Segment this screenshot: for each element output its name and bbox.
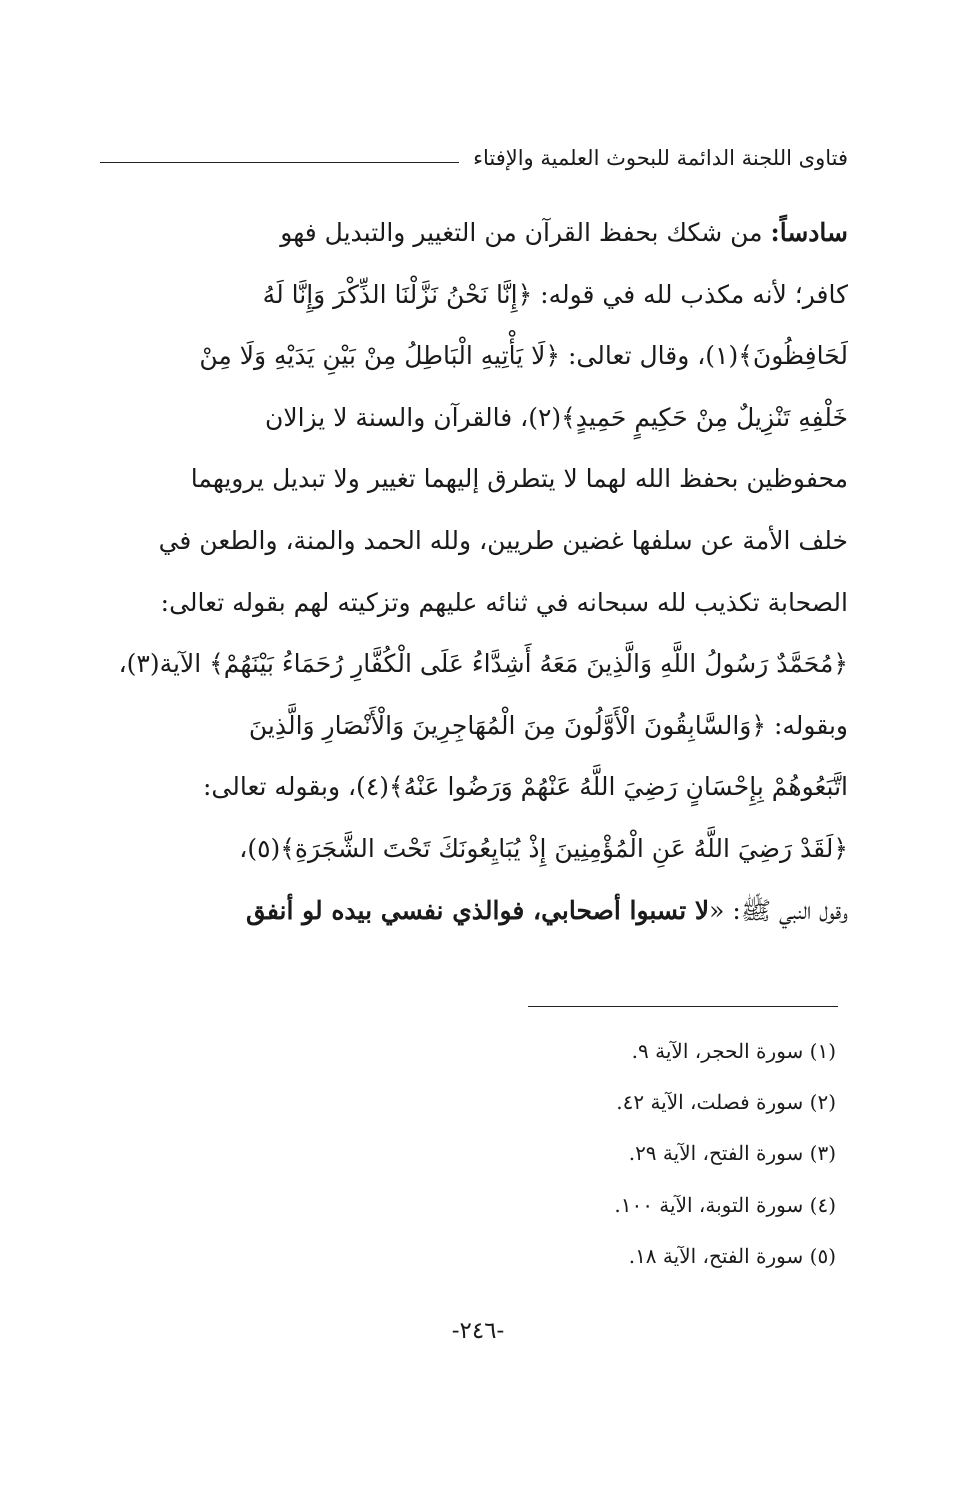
line-text: لَحَافِظُونَ﴾(١)، وقال تعالى: ﴿لَا يَأْتِيهِ الْبَاطِلُ مِنْ بَيْنِ يَدَيْهِ وَلَا مِنْ bbox=[199, 341, 848, 371]
line-text: اتَّبَعُوهُمْ بِإِحْسَانٍ رَضِيَ اللَّهُ عَنْهُمْ وَرَضُوا عَنْهُ﴾(٤)، وبقوله تعالى: bbox=[202, 772, 848, 802]
running-header bbox=[100, 138, 848, 178]
text-line-3 bbox=[104, 325, 848, 387]
footnote-5: (٥) سورة الفتح، الآية ١٨. bbox=[628, 1243, 836, 1268]
line-text: وبقوله: ﴿وَالسَّابِقُونَ الْأَوَّلُونَ مِنَ الْمُهَاجِرِينَ وَالْأَنْصَارِ وَالَّذِينَ bbox=[248, 710, 848, 740]
text-line-10 bbox=[104, 756, 848, 818]
footnote-4: (٤) سورة التوبة، الآية ١٠٠. bbox=[614, 1192, 836, 1217]
footnote-2: (٢) سورة فصلت، الآية ٤٢. bbox=[616, 1090, 836, 1115]
hadith-intro: وقول النبي ﷺ: « bbox=[709, 895, 848, 925]
footnote-rule bbox=[528, 1006, 838, 1007]
text-line-9 bbox=[104, 695, 848, 757]
main-text bbox=[104, 202, 848, 941]
line-text: محفوظين بحفظ الله لهما لا يتطرق إليهما تغيير ولا تبديل يرويهما bbox=[190, 464, 848, 494]
running-title: فتاوى اللجنة الدائمة للبحوث العلمية والإفتاء bbox=[473, 146, 848, 170]
line-text: خلف الأمة عن سلفها غضين طريين، ولله الحمد والمنة، والطعن في bbox=[158, 525, 848, 555]
text-line-2 bbox=[104, 264, 848, 326]
hadith-text: لا تسبوا أصحابي، فوالذي نفسي بيده لو أنفق bbox=[245, 895, 710, 925]
line-text: ﴿مُحَمَّدٌ رَسُولُ اللَّهِ وَالَّذِينَ مَعَهُ أَشِدَّاءُ عَلَى الْكُفَّارِ رُحَمَاءُ بَيْنَهُمْ﴾ الآية(٣)، bbox=[118, 649, 848, 679]
text-line-12 bbox=[104, 880, 848, 942]
page-number: -٢٤٦- bbox=[451, 1318, 505, 1344]
line-text: من شكك بحفظ القرآن من التغيير والتبديل فهو bbox=[280, 218, 771, 247]
text-line-1 bbox=[104, 202, 848, 264]
text-line-6 bbox=[104, 510, 848, 572]
footnotes bbox=[500, 1026, 836, 1282]
text-line-5 bbox=[104, 448, 848, 510]
line-text: خَلْفِهِ تَنْزِيلٌ مِنْ حَكِيمٍ حَمِيدٍ﴾(٢)، فالقرآن والسنة لا يزالان bbox=[264, 402, 848, 432]
header-rule bbox=[100, 162, 459, 163]
text-line-4 bbox=[104, 387, 848, 449]
line-text: الصحابة تكذيب لله سبحانه في ثنائه عليهم وتزكيته لهم بقوله تعالى: bbox=[160, 587, 848, 617]
line-text: كافر؛ لأنه مكذب لله في قوله: ﴿إِنَّا نَحْنُ نَزَّلْنَا الذِّكْرَ وَإِنَّا لَهُ bbox=[262, 279, 848, 309]
text-line-7 bbox=[104, 572, 848, 634]
footnote-1: (١) سورة الحجر، الآية ٩. bbox=[631, 1039, 836, 1063]
text-line-8 bbox=[104, 633, 848, 695]
section-lead: سادساً: bbox=[770, 218, 848, 247]
footnote-3: (٣) سورة الفتح، الآية ٢٩. bbox=[628, 1141, 836, 1166]
text-line-11 bbox=[104, 818, 848, 880]
line-text: ﴿لَقَدْ رَضِيَ اللَّهُ عَنِ الْمُؤْمِنِينَ إِذْ يُبَايِعُونَكَ تَحْتَ الشَّجَرَةِ﴾(٥)، bbox=[239, 833, 848, 863]
